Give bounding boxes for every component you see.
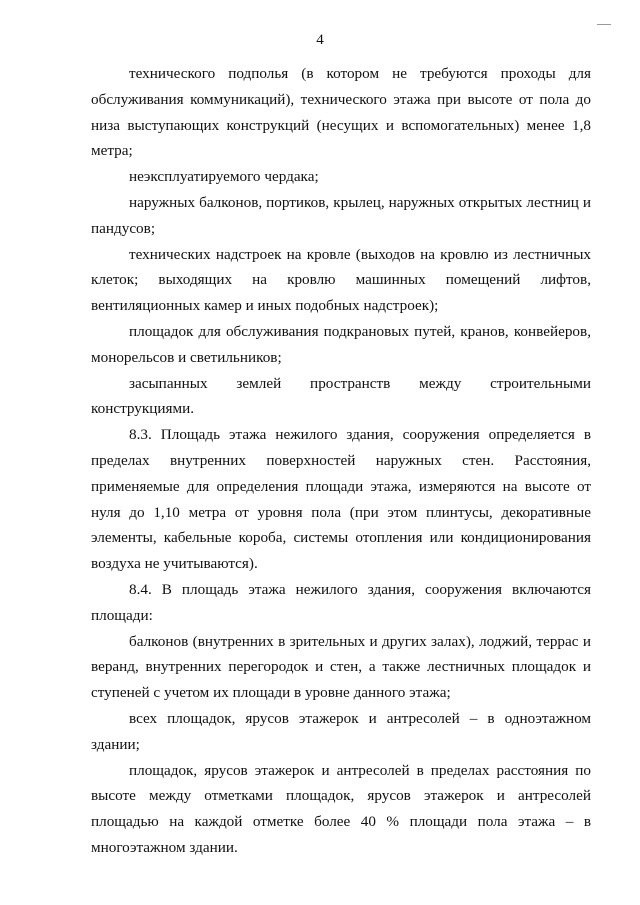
paragraph-section-8-3: 8.3. Площадь этажа нежилого здания, сооружения определяется в пределах внутренних поверхностей наружных стен. Расстояния, применяемые для определения площади этажа, измеряются на высоте от нуля до 1,10 метра от уровня пола (при этом плинтусы, декоративные элементы, кабельные короба, системы отопления или кондиционирования воздуха не учитываются). [91, 426, 591, 573]
document-body [91, 61, 591, 861]
paragraph-backfilled-spaces: засыпанных землей пространств между строительными конструкциями. [91, 374, 591, 418]
paragraph-technical-underground: технического подполья (в котором не требуются проходы для обслуживания коммуникаций), технического этажа при высоте от пола до низа выступающих конструкций (несущих и вспомогательных) менее 1,8 метра; [91, 65, 591, 160]
paragraph-single-storey-platforms: всех площадок, ярусов этажерок и антресолей – в одноэтажном здании; [91, 709, 591, 753]
paragraph-section-8-4: 8.4. В площадь этажа нежилого здания, сооружения включаются площади: [91, 580, 591, 624]
paragraph-balconies-loggias: балконов (внутренних в зрительных и других залах), лоджий, террас и веранд, внутренних перегородок и стен, а также лестничных площадок и ступеней с учетом их площади в уровне данного этажа; [91, 632, 591, 702]
scan-artifact [597, 24, 611, 25]
paragraph-unused-attic: неэксплуатируемого чердака; [129, 168, 319, 186]
paragraph-service-platforms: площадок для обслуживания подкрановых путей, кранов, конвейеров, монорельсов и светильников; [91, 322, 591, 366]
paragraph-roof-superstructures: технических надстроек на кровле (выходов на кровлю из лестничных клеток; выходящих на кровлю машинных помещений лифтов, вентиляционных камер и иных подобных надстроек); [91, 245, 591, 315]
paragraph-multi-storey-platforms: площадок, ярусов этажерок и антресолей в пределах расстояния по высоте между отметками площадок, ярусов этажерок и антресолей площадью на каждой отметке более 40 % площади пола этажа – в многоэтажном здании. [91, 761, 591, 856]
paragraph-outdoor-balconies: наружных балконов, портиков, крылец, наружных открытых лестниц и пандусов; [91, 193, 591, 237]
page-number: 4 [316, 32, 324, 48]
